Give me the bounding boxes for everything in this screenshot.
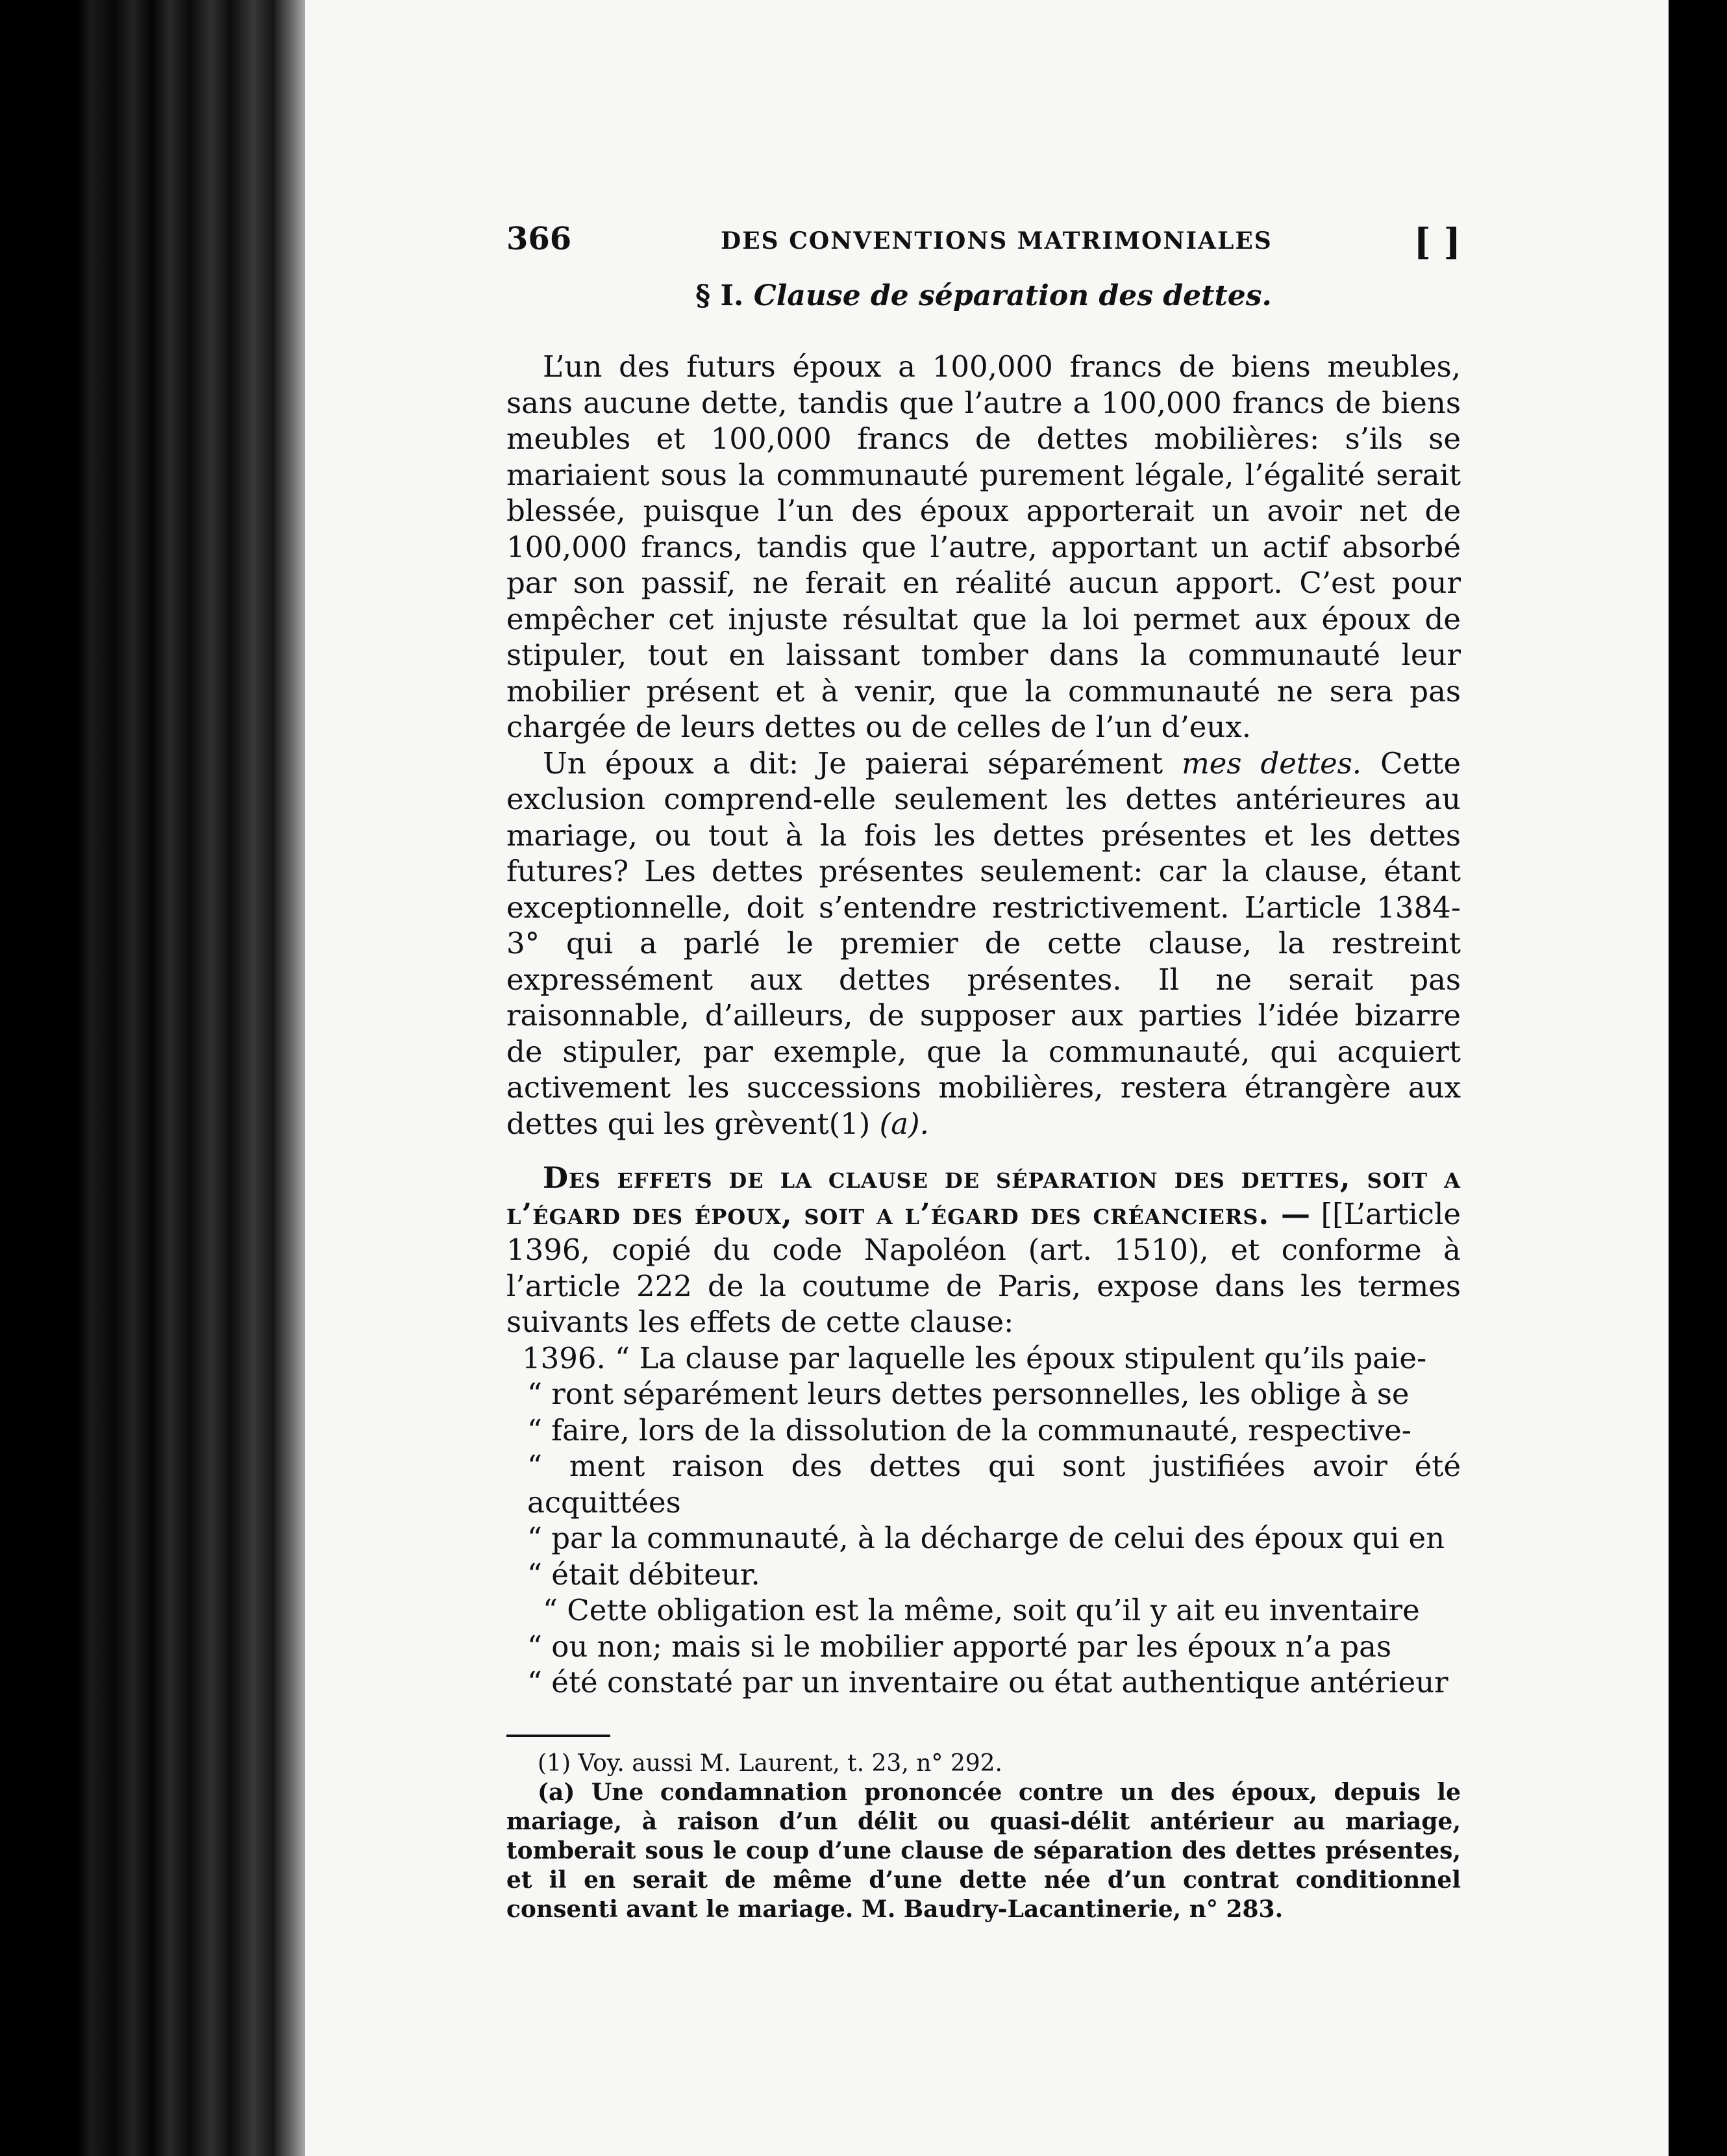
quote-line: “ Cette obligation est la même, soit qu’il y ait eu inventaire <box>543 1593 1420 1627</box>
paragraph-2-emphasis: mes dettes. <box>1182 746 1362 781</box>
paragraph-2-start: Un époux a dit: Je paierai séparément <box>543 746 1163 781</box>
paragraph-2 <box>506 746 1461 1142</box>
article-number: 1396. <box>522 1340 606 1375</box>
quote-line: “ ment raison des dettes qui sont justifiées avoir été acquittées <box>527 1449 1461 1520</box>
footnote-ref-a: (a). <box>879 1106 929 1141</box>
scan-border <box>1669 0 1727 2156</box>
footnote-a: (a) Une condamnation prononcée contre un des époux, depuis le mariage, à raison d’un délit ou quasi-délit antérieur au mariage, tomberait sous le coup d’une clause de séparation des dettes présentes, et il en serait de même d’une dette née d’un contrat conditionnel consenti avant le mariage. M. Baudry-Lacantinerie, n° 283. <box>506 1778 1461 1923</box>
book-binding <box>0 0 305 2156</box>
quote-line: “ ou non; mais si le mobilier apporté par les époux n’a pas <box>527 1629 1392 1664</box>
quote-line: “ par la communauté, à la décharge de celui des époux qui en <box>527 1521 1445 1555</box>
running-title: DES CONVENTIONS MATRIMONIALES <box>721 227 1273 255</box>
header-brackets: [ ] <box>1413 221 1461 264</box>
quote-line: “ était débiteur. <box>527 1557 760 1592</box>
page-content <box>506 221 1461 1924</box>
paragraph-1: L’un des futurs époux a 100,000 francs de biens meubles, sans aucune dette, tandis que l’autre a 100,000 francs de biens meubles et 100,000 francs de dettes mobilières: s’ils se mariaient sous la communauté purement légale, l’égalité serait blessée, puisque l’un des époux apporterait un avoir net de 100,000 francs, tandis que l’autre, apportant un actif absorbé par son passif, ne ferait en réalité aucun apport. C’est pour empêcher cet injuste résultat que la loi permet aux époux de stipuler, tout en laissant tomber dans la communauté leur mobilier présent et à venir, que la communauté ne sera pas chargée de leurs dettes ou de celles de l’un d’eux. <box>506 349 1461 744</box>
section-name: Clause de séparation des dettes. <box>753 279 1272 312</box>
running-head <box>506 221 1461 273</box>
quote-line: “ ront séparément leurs dettes personnelles, les oblige à se <box>527 1377 1410 1411</box>
quote-line: “ faire, lors de la dissolution de la communauté, respective- <box>527 1412 1411 1448</box>
paragraph-2-body: Cette exclusion comprend-elle seulement les dettes antérieures au mariage, ou tout à la fois les dettes présentes et les dettes futures? Les dettes présentes seulement: car la clause, étant exceptionnelle, doit s’entendre restrictivement. L’article 1384-3° qui a parlé le premier de cette clause, la restreint expressément aux dettes présentes. Il ne serait pas raisonnable, d’ailleurs, de supposer aux parties l’idée bizarre de stipuler, par exemple, que la communauté, qui acquiert activement les successions mobilières, restera étrangère aux dettes qui les grèvent(1) <box>506 746 1461 1141</box>
quote-line <box>506 1340 1461 1377</box>
section-prefix: § I. <box>695 279 744 312</box>
paragraph-3-heading: Des effets de la clause de séparation des dettes, soit a l’égard des époux, soit a l’égard des créanciers. — <box>506 1160 1461 1231</box>
quote-line: “ été constaté par un inventaire ou état authentique antérieur <box>527 1665 1448 1699</box>
quote-text: “ La clause par laquelle les époux stipulent qu’ils paie- <box>615 1340 1427 1375</box>
page-number: 366 <box>506 221 572 257</box>
section-title <box>506 279 1461 312</box>
paragraph-3-body: [[L’article 1396, copié du code Napoléon (art. 1510), et conforme à l’article 222 de la coutume de Paris, expose dans les termes suivants les effets de cette clause: <box>506 1196 1461 1339</box>
footnote-divider <box>506 1735 610 1737</box>
paragraph-3 <box>506 1160 1461 1340</box>
footnote-1: (1) Voy. aussi M. Laurent, t. 23, n° 292. <box>538 1749 1002 1777</box>
